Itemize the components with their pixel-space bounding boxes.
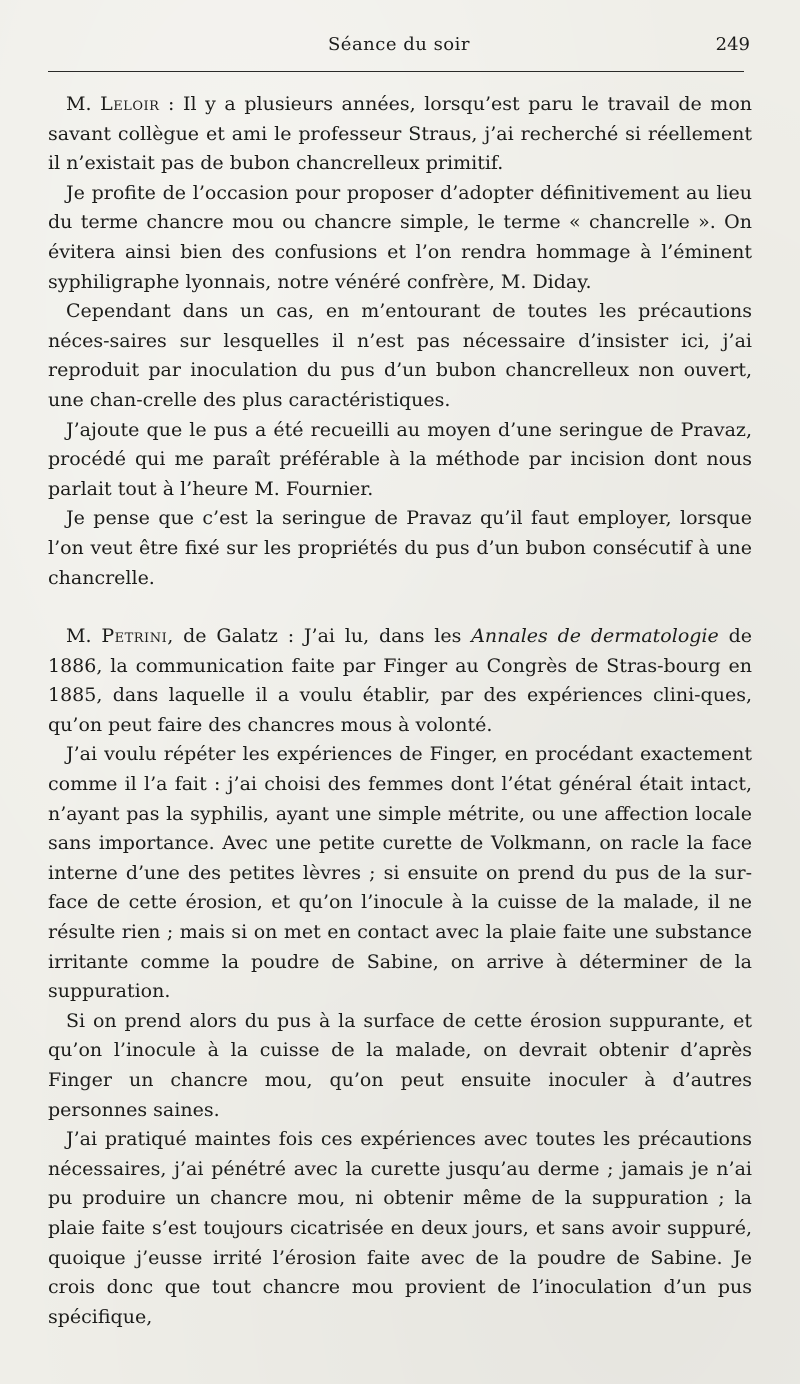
speaker-prefix: M. <box>66 93 101 115</box>
petrini-paragraph-2: J’ai voulu répéter les expériences de Finger, en procédant exactement comme il l’a fait : j’ai choisi des femmes dont l’état général était intact, n’ayant pas la syphilis, ayant une simple métrite, ou une affection locale sans importance. Avec une petite curette de Volkmann, on racle la face interne d’une des petites lèvres ; si ensuite on prend du pus de la sur-face de cette érosion, et qu’on l’inocule à la cuisse de la malade, il ne résulte rien ; mais si on met en contact avec la plaie faite une substance irritante comme la poudre de Sabine, on arrive à déterminer de la suppuration. <box>48 743 752 1003</box>
page-body <box>48 90 752 1332</box>
journal-title: Annales de dermatologie <box>471 625 719 648</box>
petrini-paragraph-1 <box>48 622 752 740</box>
leloir-paragraph-1 <box>48 90 752 179</box>
leloir-paragraph-5: Je pense que c’est la seringue de Pravaz qu’il faut employer, lorsque l’on veut être fixé sur les propriétés du pus d’un bubon consécutif à une chancrelle. <box>48 507 752 589</box>
page-header <box>48 32 750 62</box>
leloir-paragraph-3: Cependant dans un cas, en m’entourant de toutes les précautions néces-saires sur lesquelles il n’est pas nécessaire d’insister ici, j’ai reproduit par inoculation du pus d’un bubon chancrelleux non ouvert, une chan-crelle des plus caractéristiques. <box>48 300 752 411</box>
page-number: 249 <box>715 34 750 55</box>
speaker-prefix: M. <box>66 625 102 648</box>
paragraph-text: , de Galatz : J’ai lu, dans les <box>167 625 472 648</box>
leloir-paragraph-4: J’ajoute que le pus a été recueilli au moyen d’une seringue de Pravaz, procédé qui me paraît préférable à la méthode par incision dont nous parlait tout à l’heure M. Fournier. <box>48 418 752 500</box>
speaker-name-leloir: Leloir <box>100 93 160 115</box>
speaker-gap <box>48 593 752 622</box>
petrini-paragraph-4: J’ai pratiqué maintes fois ces expériences avec toutes les précautions nécessaires, j’ai pénétré avec la curette jusqu’au derme ; jamais je n’ai pu produire un chancre mou, ni obtenir même de la suppuration ; la plaie faite s’est toujours cicatrisée en deux jours, et sans avoir suppuré, quoique j’eusse irrité l’érosion faite avec de la poudre de Sabine. Je crois donc que tout chancre mou provient de l’inoculation d’un pus spécifique, <box>48 1128 752 1328</box>
paragraph-text: de 1886, la communication faite par Finger au Congrès de Stras-bourg en 1885, dans laquelle il a voulu établir, par des expériences clini-ques, qu’on peut faire des chancres mous à volonté. <box>48 625 752 736</box>
header-rule <box>48 71 744 72</box>
speaker-name-petrini: Petrini <box>101 625 168 648</box>
leloir-paragraph-2: Je profite de l’occasion pour proposer d’adopter définitivement au lieu du terme chancre mou ou chancre simple, le terme « chancrelle ». On évitera ainsi bien des confusions et l’on rendra hommage à l’éminent syphiligraphe lyonnais, notre vénéré confrère, M. Diday. <box>48 181 752 293</box>
running-head: Séance du soir <box>327 34 471 55</box>
petrini-paragraph-3: Si on prend alors du pus à la surface de cette érosion suppurante, et qu’on l’inocule à la cuisse de la malade, on devrait obtenir d’après Finger un chancre mou, qu’on peut ensuite inoculer à d’autres personnes saines. <box>48 1009 752 1121</box>
paragraph-text: : Il y a plusieurs années, lorsqu’est paru le travail de mon savant collègue et ami le professeur Straus, j’ai recherché si réellement il n’existait pas de bubon chancrelleux primitif. <box>48 93 752 175</box>
